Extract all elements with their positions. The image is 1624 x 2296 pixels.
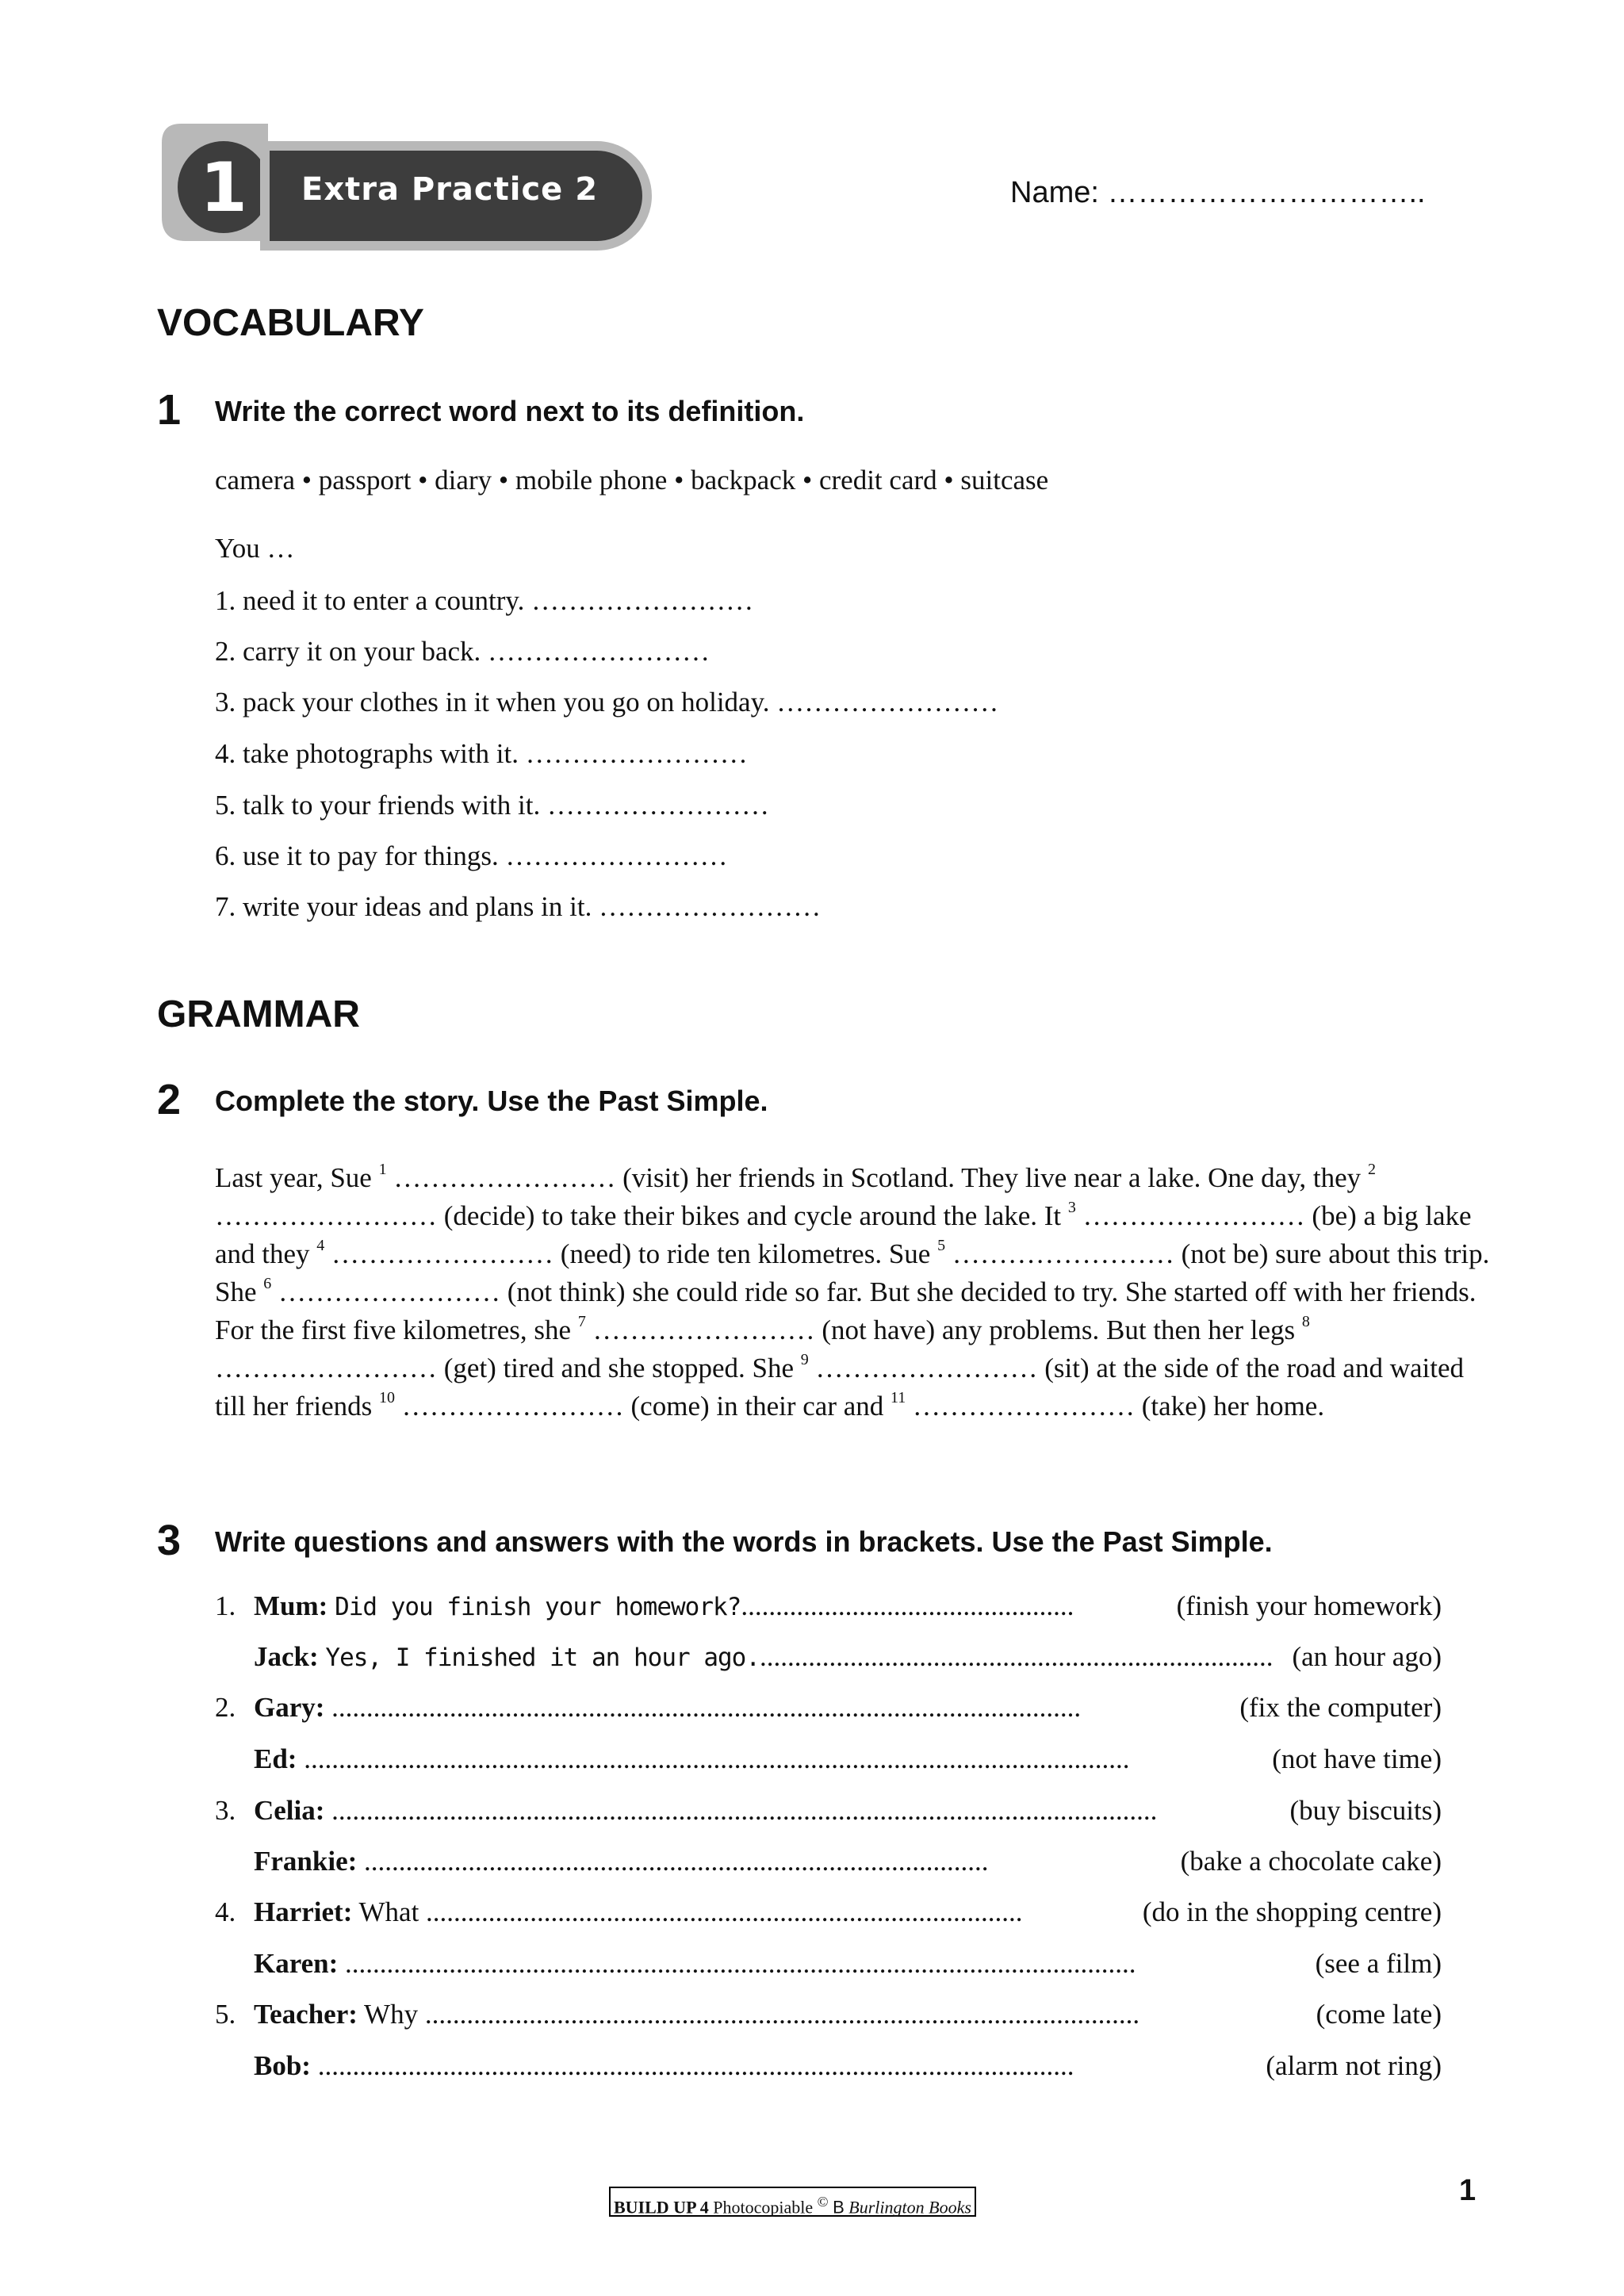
question-prefix: What bbox=[358, 1896, 419, 1927]
unit-number: 1 bbox=[200, 148, 247, 228]
item-number: 1. bbox=[215, 1590, 236, 1621]
bracket-hint: (buy biscuits) bbox=[1289, 1795, 1442, 1826]
bracket-hint: (not have time) bbox=[1272, 1743, 1442, 1774]
story-text: …………………… (not be) sure about this trip. She bbox=[215, 1238, 1490, 1307]
footer-letter: B bbox=[833, 2197, 845, 2218]
handwritten-answer: Yes, I finished it an hour ago. bbox=[325, 1644, 760, 1672]
answer-line[interactable] bbox=[254, 1999, 1139, 2030]
speaker-label: Mum: bbox=[254, 1590, 328, 1621]
answer-line[interactable] bbox=[254, 1743, 1129, 1775]
story-text: …………………… (come) in their car and bbox=[395, 1391, 891, 1422]
answer-line[interactable] bbox=[254, 1692, 1081, 1724]
definition-item: 4. take photographs with it. …………………… bbox=[215, 738, 748, 769]
answer-dots: ................................................ bbox=[741, 1590, 1074, 1621]
answer-dots: ....................................................................................................... bbox=[424, 1999, 1140, 2030]
item-number: 4. bbox=[215, 1896, 236, 1927]
bracket-hint: (bake a chocolate cake) bbox=[1180, 1846, 1442, 1877]
definition-item: 6. use it to pay for things. …………………… bbox=[215, 840, 728, 871]
bracket-hint: (alarm not ring) bbox=[1266, 2050, 1442, 2081]
answer-line[interactable] bbox=[254, 2050, 1074, 2082]
answer-dots: .......................................................................................... bbox=[364, 1846, 989, 1877]
speaker-label: Teacher: bbox=[254, 1999, 358, 2030]
page-number: 1 bbox=[1459, 2174, 1477, 2207]
answer-dots: ....................................................................................................................... bbox=[304, 1743, 1130, 1774]
vocabulary-heading: VOCABULARY bbox=[157, 302, 424, 344]
gap-number: 10 bbox=[379, 1389, 396, 1406]
bracket-hint: (see a film) bbox=[1315, 1948, 1442, 1979]
grammar-heading: GRAMMAR bbox=[157, 993, 360, 1035]
footer-photocopiable: Photocopiable bbox=[713, 2197, 814, 2218]
answer-line[interactable] bbox=[254, 1641, 1273, 1673]
speaker-label: Ed: bbox=[254, 1743, 297, 1774]
story-text: …………………… (need) to ride ten kilometres. Sue bbox=[324, 1238, 938, 1269]
answer-dots: ............................................................................................................ bbox=[331, 1692, 1082, 1723]
definition-item: 3. pack your clothes in it when you go on holiday. …………………… bbox=[215, 687, 999, 718]
definition-item: 5. talk to your friends with it. …………………… bbox=[215, 790, 769, 821]
answer-dots: ....................................................................................................................... bbox=[331, 1795, 1158, 1826]
story-paragraph bbox=[215, 1159, 1500, 1425]
exercise-1-instruction: Write the correct word next to its definition. bbox=[215, 395, 805, 427]
footer-credit bbox=[609, 2187, 976, 2217]
unit-number-badge bbox=[157, 119, 268, 246]
speaker-label: Jack: bbox=[254, 1641, 319, 1672]
answer-line[interactable] bbox=[254, 1896, 1023, 1928]
item-number: 5. bbox=[215, 1999, 236, 2030]
speaker-label: Celia: bbox=[254, 1795, 325, 1826]
exercise-1-intro: You … bbox=[215, 533, 295, 564]
speaker-label: Harriet: bbox=[254, 1896, 353, 1927]
gap-number: 11 bbox=[891, 1389, 906, 1406]
answer-dots: ............................................................................................................. bbox=[317, 2050, 1074, 2081]
gap-number: 6 bbox=[263, 1275, 272, 1292]
answer-line[interactable] bbox=[254, 1846, 989, 1877]
name-field: Name: ………………………….. bbox=[1010, 176, 1426, 209]
worksheet-title: Extra Practice 2 bbox=[301, 171, 599, 208]
definition-item: 1. need it to enter a country. …………………… bbox=[215, 585, 754, 616]
answer-line[interactable] bbox=[254, 1590, 1074, 1622]
gap-number: 5 bbox=[937, 1237, 946, 1254]
speaker-label: Karen: bbox=[254, 1948, 339, 1979]
handwritten-answer: Did you finish your homework? bbox=[335, 1593, 741, 1621]
footer-publisher: Burlington Books bbox=[848, 2197, 971, 2218]
bracket-hint: (an hour ago) bbox=[1292, 1641, 1442, 1672]
speaker-label: Bob: bbox=[254, 2050, 311, 2081]
gap-number: 9 bbox=[800, 1351, 809, 1368]
word-bank: camera • passport • diary • mobile phone • backpack • credit card • suitcase bbox=[215, 465, 1049, 496]
definition-item: 2. carry it on your back. …………………… bbox=[215, 636, 710, 667]
speaker-label: Gary: bbox=[254, 1692, 325, 1723]
gap-number: 7 bbox=[577, 1313, 586, 1330]
footer-copyright: © bbox=[817, 2194, 829, 2210]
story-text: …………………… (visit) her friends in Scotland. They live near a lake. One day, they bbox=[386, 1162, 1368, 1193]
answer-line[interactable] bbox=[254, 1948, 1136, 1980]
story-text: …………………… (sit) at the side of the road and waited till her friends bbox=[215, 1353, 1464, 1422]
gap-number: 3 bbox=[1067, 1199, 1076, 1216]
speaker-label: Frankie: bbox=[254, 1846, 358, 1877]
definition-item: 7. write your ideas and plans in it. …………………… bbox=[215, 891, 822, 922]
exercise-1-number: 1 bbox=[157, 386, 182, 434]
bracket-hint: (come late) bbox=[1316, 1999, 1442, 2030]
gap-number: 1 bbox=[378, 1161, 387, 1178]
answer-dots: ...................................................................................... bbox=[426, 1896, 1023, 1927]
question-prefix: Why bbox=[364, 1999, 419, 2030]
title-banner bbox=[270, 151, 642, 241]
bracket-hint: (fix the computer) bbox=[1239, 1692, 1442, 1723]
footer-book: BUILD UP 4 bbox=[614, 2197, 709, 2218]
story-text: …………………… (be) a big lake and they bbox=[215, 1200, 1472, 1269]
bracket-hint: (do in the shopping centre) bbox=[1142, 1896, 1442, 1927]
answer-line[interactable] bbox=[254, 1795, 1157, 1827]
gap-number: 8 bbox=[1301, 1313, 1310, 1330]
story-text: …………………… (not have) any problems. But then her legs bbox=[585, 1314, 1302, 1345]
exercise-2-number: 2 bbox=[157, 1076, 182, 1123]
exercise-3-instruction: Write questions and answers with the words in brackets. Use the Past Simple. bbox=[215, 1525, 1273, 1558]
gap-number: 2 bbox=[1367, 1161, 1376, 1178]
answer-dots: .......................................................................... bbox=[759, 1641, 1274, 1672]
story-text: …………………… (not think) she could ride so far. But she decided to try. She started off with her friends. For the first five kilometres, she bbox=[215, 1276, 1477, 1345]
exercise-2-instruction: Complete the story. Use the Past Simple. bbox=[215, 1085, 768, 1117]
answer-dots: .................................................................................................................. bbox=[345, 1948, 1136, 1979]
gap-number: 4 bbox=[316, 1237, 325, 1254]
story-text: …………………… (get) tired and she stopped. She bbox=[215, 1353, 801, 1383]
story-text: Last year, Sue bbox=[215, 1162, 379, 1193]
bracket-hint: (finish your homework) bbox=[1176, 1590, 1442, 1621]
item-number: 2. bbox=[215, 1692, 236, 1723]
story-text: …………………… (take) her home. bbox=[906, 1391, 1325, 1422]
exercise-3-number: 3 bbox=[157, 1517, 182, 1564]
item-number: 3. bbox=[215, 1795, 236, 1826]
story-text: …………………… (decide) to take their bikes and cycle around the lake. It bbox=[215, 1200, 1068, 1231]
